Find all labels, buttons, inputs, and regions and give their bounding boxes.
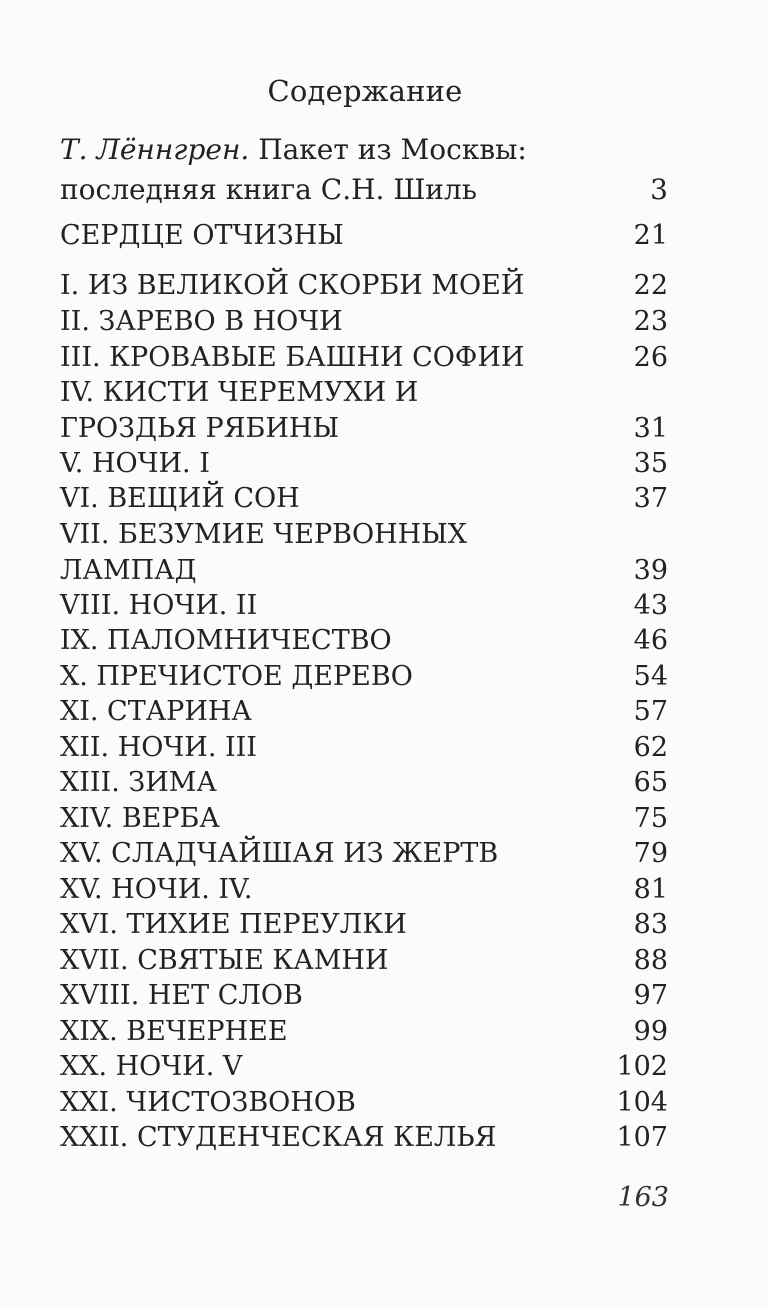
toc-entry-page: 23 [633, 306, 668, 337]
intro-title-1: Пакет из Москвы: [249, 133, 527, 166]
toc-entry [60, 872, 668, 908]
toc-entry-label: XIII. ЗИМА [60, 767, 217, 798]
toc-entry-page: 102 [616, 1051, 668, 1082]
toc-entry-label: ЛАМПАД [60, 555, 197, 586]
intro-line-2 [60, 170, 668, 210]
toc-entry-label: II. ЗАРЕВО В НОЧИ [60, 306, 343, 337]
toc-entry-page: 75 [633, 803, 668, 834]
toc-entry-label: XXI. ЧИСТОЗВОНОВ [60, 1087, 356, 1118]
toc-entry-page: 26 [633, 342, 668, 373]
toc-entry [60, 1120, 668, 1156]
toc-entry [60, 659, 668, 695]
section-label: СЕРДЦЕ ОТЧИЗНЫ [60, 220, 344, 251]
toc-entry-page: 31 [633, 413, 668, 444]
toc-entry-page: 107 [616, 1122, 668, 1153]
toc-entry-page: 88 [633, 945, 668, 976]
toc-entry-label: XII. НОЧИ. III [60, 732, 257, 763]
toc-entry [60, 304, 668, 340]
toc-entry [60, 978, 668, 1014]
toc-entry [60, 907, 668, 943]
toc-entry-page: 35 [633, 448, 668, 479]
section-page: 21 [633, 220, 668, 251]
toc-entry [60, 943, 668, 979]
toc-entry [60, 1049, 668, 1085]
toc-entry-page: 39 [633, 555, 668, 586]
toc-entry-label: XVI. ТИХИЕ ПЕРЕУЛКИ [60, 909, 407, 940]
toc-entry [60, 1014, 668, 1050]
toc-entry-label: XX. НОЧИ. V [60, 1051, 243, 1082]
toc-entry-label-line-1: VII. БЕЗУМИЕ ЧЕРВОННЫХ [60, 519, 467, 550]
toc-entry-page: 104 [616, 1087, 668, 1118]
toc-entry-page: 97 [633, 980, 668, 1011]
toc-entry-label: IX. ПАЛОМНИЧЕСТВО [60, 625, 392, 656]
toc-entry-label: XI. СТАРИНА [60, 696, 252, 727]
toc-entry [60, 340, 668, 376]
toc-entry-page: 81 [633, 874, 668, 905]
toc-entry [60, 411, 668, 447]
toc-entry-label: XVIII. НЕТ СЛОВ [60, 980, 303, 1011]
toc-entry-label: V. НОЧИ. I [60, 448, 210, 479]
toc-entry-label: X. ПРЕЧИСТОЕ ДЕРЕВО [60, 661, 413, 692]
toc-entry [60, 446, 668, 482]
toc-entry [60, 553, 668, 589]
toc-entry-label: I. ИЗ ВЕЛИКОЙ СКОРБИ МОЕЙ [60, 270, 525, 301]
toc-entry-page: 79 [633, 838, 668, 869]
toc-entry [60, 801, 668, 837]
toc-entry [60, 481, 668, 517]
toc-entry-label: ГРОЗДЬЯ РЯБИНЫ [60, 413, 340, 444]
toc-entry [60, 588, 668, 624]
toc-entry [60, 765, 668, 801]
intro-page: 3 [650, 173, 668, 206]
toc-entry-page: 46 [633, 625, 668, 656]
section-entry [60, 218, 668, 254]
toc-entry [60, 1085, 668, 1121]
toc-entry [60, 268, 668, 304]
toc-entry-label: XIX. ВЕЧЕРНЕЕ [60, 1016, 288, 1047]
page-title: Содержание [267, 74, 463, 108]
toc-entry-page: 62 [633, 732, 668, 763]
toc-entry-page: 57 [633, 696, 668, 727]
intro-line-1 [60, 130, 668, 170]
intro-title-2: последняя книга С.Н. Шиль [60, 173, 477, 206]
toc-entry-label: XV. СЛАДЧАЙШАЯ ИЗ ЖЕРТВ [60, 838, 499, 869]
page-number: 163 [617, 1182, 669, 1213]
toc-entry-label: XVII. СВЯТЫЕ КАМНИ [60, 945, 389, 976]
toc-entry [60, 836, 668, 872]
intro-author: Т. Лённгрен. [60, 133, 250, 166]
toc-entry-page: 83 [633, 909, 668, 940]
toc-entry-label: VI. ВЕЩИЙ СОН [60, 483, 300, 514]
toc-entry-page: 54 [633, 661, 668, 692]
toc-entry-label: III. КРОВАВЫЕ БАШНИ СОФИИ [60, 342, 525, 373]
toc-entry [60, 694, 668, 730]
toc-entry-page: 37 [633, 483, 668, 514]
intro-entry [60, 130, 668, 210]
toc-entry-label-line-1: IV. КИСТИ ЧЕРЕМУХИ И [60, 377, 419, 408]
toc-entry-label: XIV. ВЕРБА [60, 803, 220, 834]
toc-entry-page: 99 [633, 1016, 668, 1047]
toc-entry-label: XXII. СТУДЕНЧЕСКАЯ КЕЛЬЯ [60, 1122, 497, 1153]
toc-entry-page: 43 [633, 590, 668, 621]
toc-entry-page: 22 [633, 270, 668, 301]
toc-entry-page: 65 [633, 767, 668, 798]
toc-entry-label: XV. НОЧИ. IV. [60, 874, 253, 905]
toc-entry-label: VIII. НОЧИ. II [60, 590, 258, 621]
toc-entry [60, 623, 668, 659]
toc-entry [60, 730, 668, 766]
